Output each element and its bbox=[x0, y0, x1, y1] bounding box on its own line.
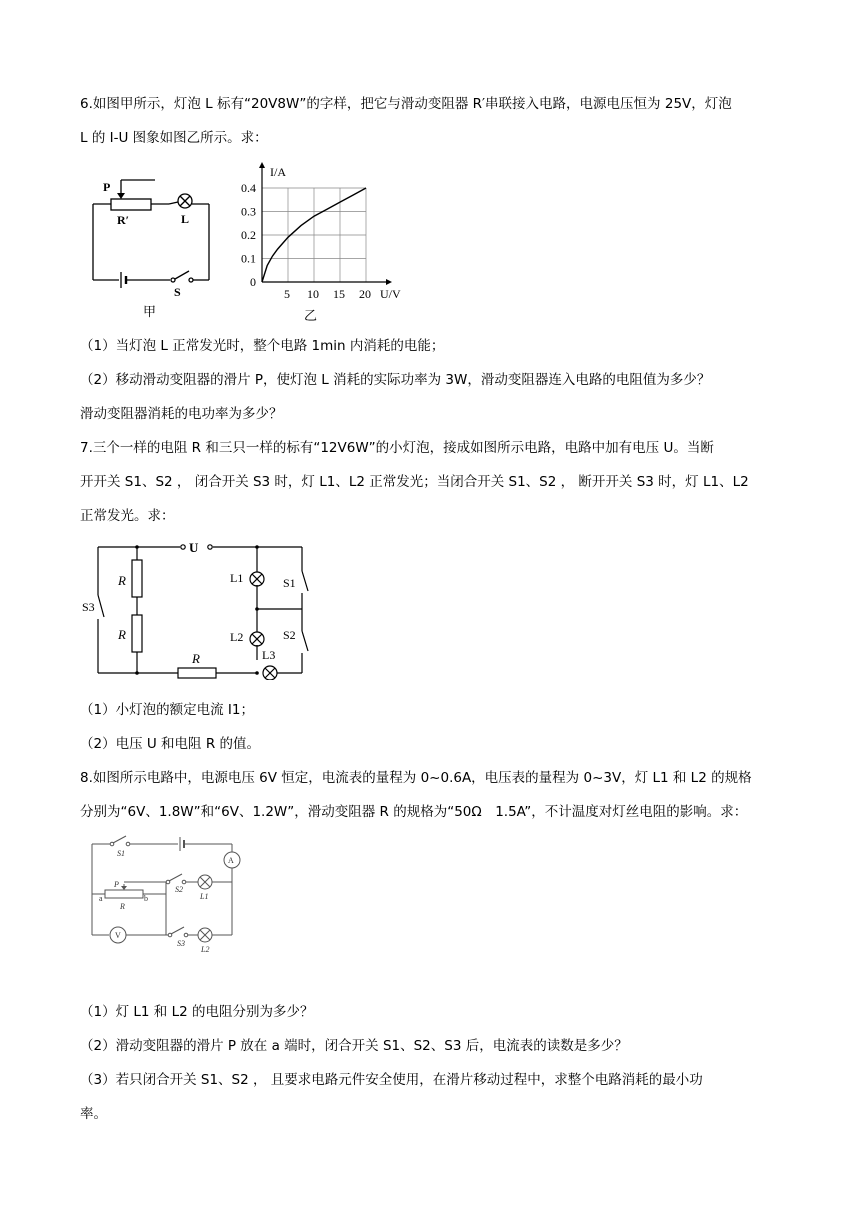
q7-label-S1: S1 bbox=[283, 576, 296, 590]
q8-part3-line2: 率。 bbox=[80, 1106, 107, 1122]
q6-fig-a-caption: 甲 bbox=[143, 304, 157, 319]
q6-stem-line1: 6.如图甲所示，灯泡 L 标有“20V8W”的字样，把它与滑动变阻器 R′串联接入电路，电源电压恒为 25V，灯泡 bbox=[80, 96, 732, 112]
q8-label-A: A bbox=[228, 856, 234, 865]
q7-part2: （2）电压 U 和电阻 R 的值。 bbox=[80, 736, 261, 752]
y-tick-label: 0.1 bbox=[241, 251, 256, 266]
q7-label-R-top: R bbox=[118, 573, 126, 588]
q7-stem-line1: 7.三个一样的电阻 R 和三只一样的标有“12V6W”的小灯泡，接成如图所示电路，电路中加有电压 U。当断 bbox=[80, 440, 714, 456]
q6-iu-chart bbox=[232, 158, 432, 328]
q6-part1: （1）当灯泡 L 正常发光时，整个电路 1min 内消耗的电能； bbox=[80, 338, 445, 354]
q8-stem-line1: 8.如图所示电路中，电源电压 6V 恒定，电流表的量程为 0~0.6A，电压表的量程为 0~3V，灯 L1 和 L2 的规格 bbox=[80, 770, 752, 786]
q6-part2-line1: （2）移动滑动变阻器的滑片 P，使灯泡 L 消耗的实际功率为 3W，滑动变阻器连入电路的电阻值为多少？ bbox=[80, 372, 711, 388]
q8-label-R: R bbox=[120, 902, 125, 911]
y-tick-label: 0.4 bbox=[241, 181, 256, 195]
chart-xlabel: U/V bbox=[380, 287, 401, 301]
q7-label-S2: S2 bbox=[283, 628, 296, 642]
q6-label-L: L bbox=[181, 212, 190, 226]
y-tick-label: 0 bbox=[250, 275, 256, 289]
q6-fig-b-caption: 乙 bbox=[304, 308, 318, 323]
q8-label-S2: S2 bbox=[175, 885, 183, 894]
y-tick-label: 0.3 bbox=[241, 204, 256, 219]
q8-stem-line2: 分别为“6V、1.8W”和“6V、1.2W”，滑动变阻器 R 的规格为“50Ω 1.5A”，不计温度对灯丝电阻的影响。求： bbox=[80, 804, 748, 820]
q8-label-b: b bbox=[144, 894, 148, 903]
q7-circuit-diagram bbox=[82, 535, 317, 680]
q7-label-S3: S3 bbox=[82, 600, 95, 614]
q8-part1: （1）灯 L1 和 L2 的电阻分别为多少？ bbox=[80, 1004, 314, 1020]
q6-label-R: R′ bbox=[117, 213, 130, 227]
x-tick-label: 15 bbox=[333, 287, 345, 301]
q8-label-S3: S3 bbox=[177, 939, 185, 948]
q8-label-P: P bbox=[114, 880, 119, 889]
q7-part1: （1）小灯泡的额定电流 I1； bbox=[80, 702, 254, 718]
q6-label-S: S bbox=[174, 285, 181, 299]
q8-label-V: V bbox=[115, 931, 121, 940]
q7-stem-line2: 开开关 S1、S2 ， 闭合开关 S3 时，灯 L1、L2 正常发光；当闭合开关 S1、S2 ， 断开开关 S3 时，灯 L1、L2 bbox=[80, 474, 749, 490]
q8-circuit-diagram bbox=[86, 830, 246, 955]
q8-label-S1: S1 bbox=[117, 849, 125, 858]
y-axis-arrow bbox=[259, 162, 265, 168]
q7-label-R-bottom: R bbox=[192, 651, 200, 666]
q7-stem-line3: 正常发光。求： bbox=[80, 508, 175, 524]
q6-circuit-diagram bbox=[85, 170, 225, 320]
q7-label-U: U bbox=[189, 540, 199, 555]
q6-label-P: P bbox=[103, 180, 111, 194]
q6-stem-line2: L 的 I-U 图象如图乙所示。求： bbox=[80, 130, 268, 146]
q7-label-L2: L2 bbox=[230, 630, 244, 644]
q8-part3-line1: （3）若只闭合开关 S1、S2 ， 且要求电路元件安全使用，在滑片移动过程中，求整个电路消耗的最小功 bbox=[80, 1072, 703, 1088]
q8-part2: （2）滑动变阻器的滑片 P 放在 a 端时，闭合开关 S1、S2、S3 后，电流表的读数是多少？ bbox=[80, 1038, 628, 1054]
y-tick-label: 0.2 bbox=[241, 228, 256, 242]
q7-label-R-middle: R bbox=[118, 627, 126, 642]
q7-label-L1: L1 bbox=[230, 571, 244, 585]
x-axis-arrow bbox=[386, 279, 392, 285]
q7-label-L3: L3 bbox=[262, 648, 276, 662]
q8-label-L2: L2 bbox=[201, 945, 210, 954]
x-tick-label: 10 bbox=[307, 287, 319, 301]
x-tick-label: 20 bbox=[359, 287, 371, 301]
x-tick-label: 5 bbox=[284, 287, 290, 301]
q8-label-L1: L1 bbox=[200, 892, 209, 901]
q6-part2-line2: 滑动变阻器消耗的电功率为多少？ bbox=[80, 406, 283, 422]
chart-ylabel: I/A bbox=[270, 165, 286, 179]
q8-label-a: a bbox=[99, 894, 103, 903]
